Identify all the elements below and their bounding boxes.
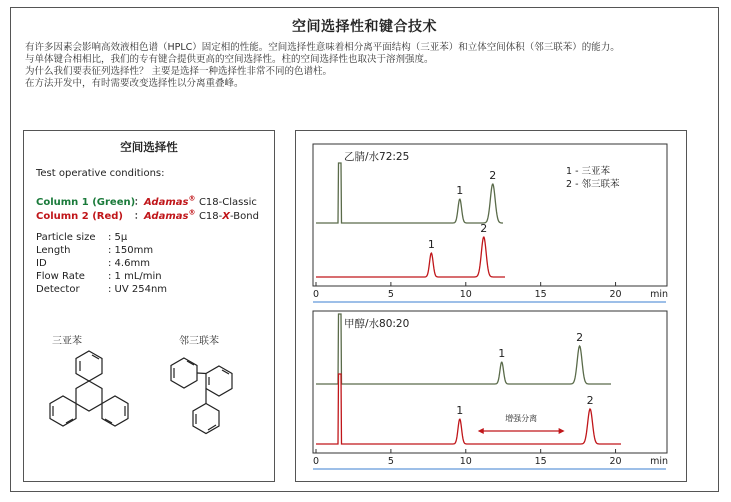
brand-name: Adamas	[144, 197, 189, 208]
chart-frame	[313, 311, 667, 453]
intro-line: 在方法开发中，有时需要改变选择性以分离重叠峰。	[25, 78, 244, 89]
chromatogram-panel	[295, 130, 687, 482]
peak-label: 1	[427, 238, 435, 251]
param-row: Length : 150mm	[36, 245, 154, 256]
annotation-arrowhead	[478, 428, 484, 434]
x-tick-label: 10	[459, 456, 472, 467]
peak-label: 1	[456, 184, 464, 197]
x-tick-label: 0	[312, 289, 320, 300]
param-row: Flow Rate : 1 mL/min	[36, 271, 162, 282]
peak-label: 1	[498, 347, 506, 360]
page-title: 空间选择性和键合技术	[292, 19, 437, 35]
o-terphenyl-structure-icon	[164, 346, 264, 441]
intro-line: 为什么我们要表征列选择性？ 主要是选择一种选择性非常不同的色谱柱。	[25, 66, 333, 77]
x-tick-label: 0	[312, 456, 320, 467]
column-1-name: Column 1 (Green)	[36, 197, 136, 208]
x-tick-label: 15	[534, 456, 547, 467]
legend-entry: 2 - 邻三联苯	[566, 179, 620, 190]
chromatograms-svg	[296, 131, 688, 483]
triphenylene-structure-icon	[34, 346, 144, 441]
peak-label: 1	[456, 404, 464, 417]
triphenylene-label: 三亚苯	[52, 336, 82, 347]
intro-line: 与单体键合相相比，我们的专有键合提供更高的空间选择性。柱的空间选择性也取决于溶剂强度。	[25, 54, 434, 65]
chromatogram-top	[313, 144, 668, 302]
peak-label: 2	[489, 169, 497, 182]
chart-title: 乙腈/水72:25	[344, 151, 410, 163]
x-tick-label: 10	[459, 289, 472, 300]
intro-text	[25, 42, 715, 90]
peak-label: 2	[480, 222, 488, 235]
peak-label: 2	[586, 394, 594, 407]
param-row: ID : 4.6mm	[36, 258, 150, 269]
column-2-name: Column 2 (Red)	[36, 211, 123, 222]
param-row: Particle size : 5μ	[36, 232, 128, 243]
x-tick-label: 20	[609, 456, 622, 467]
series-line	[316, 237, 505, 277]
chart-title: 甲醇/水80:20	[344, 318, 410, 330]
panel-title: 空间选择性	[120, 140, 178, 154]
legend-entry: 1 - 三亚苯	[566, 166, 611, 177]
x-tick-label: 15	[534, 289, 547, 300]
chart-frame	[313, 144, 667, 286]
test-conditions-heading: Test operative conditions:	[36, 168, 165, 179]
chromatogram-bottom	[313, 311, 668, 469]
column-2-row: Column 2 (Red) ：Adamas® C18-X-Bond	[36, 208, 259, 222]
intro-line: 有许多因素会影响高效液相色谱（HPLC）固定相的性能。空间选择性意味着相分离平面结构（三亚苯）和立体空间体积（邻三联苯）的能力。	[25, 42, 620, 53]
peak-label: 2	[576, 331, 584, 344]
param-row: Detector : UV 254nm	[36, 284, 168, 295]
brand-name: Adamas	[144, 211, 189, 222]
x-tick-label: 20	[609, 289, 622, 300]
o-terphenyl-label: 邻三联苯	[179, 336, 219, 347]
x-tick-label: 5	[387, 456, 394, 467]
x-unit-label: min	[650, 289, 668, 300]
column-2-model: C18-X-Bond	[198, 211, 259, 222]
x-tick-label: 5	[387, 289, 394, 300]
column-1-row: Column 1 (Green)：Adamas® C18-Classic	[36, 194, 257, 208]
annotation-arrowhead	[559, 428, 565, 434]
conditions-panel	[23, 130, 275, 482]
series-line	[316, 163, 503, 223]
annotation-text: 增强分离	[505, 414, 538, 423]
x-unit-label: min	[650, 456, 668, 467]
column-1-model: C18-Classic	[198, 197, 257, 208]
